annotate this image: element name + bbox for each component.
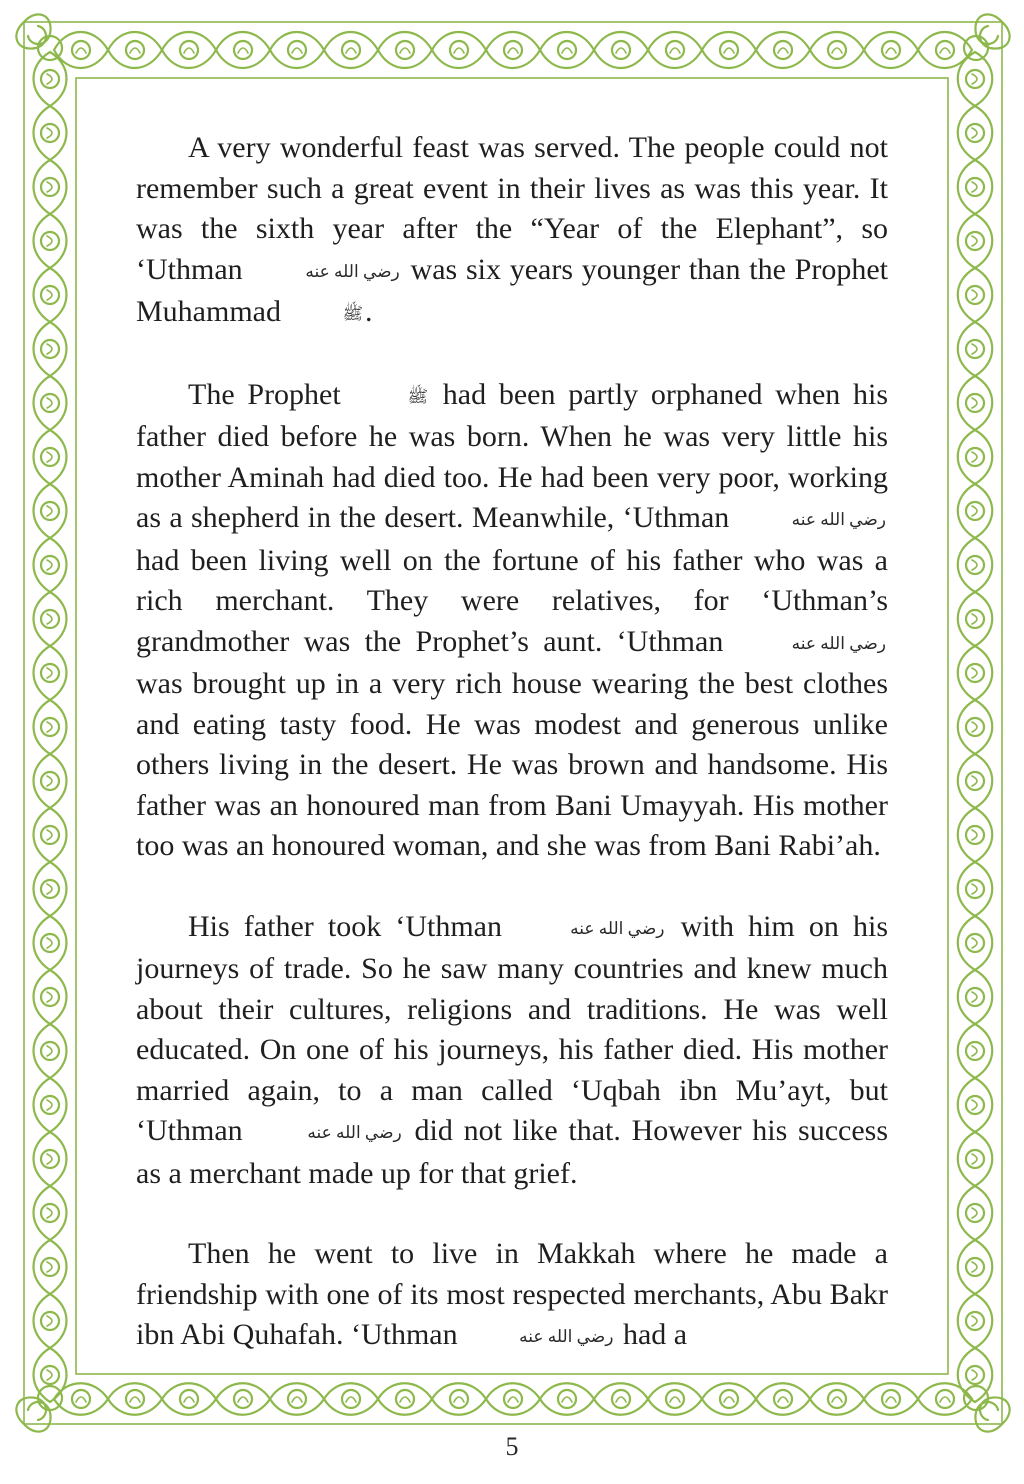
radiyallahu-anhu-icon: رضي الله عنه: [305, 261, 400, 281]
page-number: 5: [505, 1432, 519, 1461]
radiyallahu-anhu-icon: رضي الله عنه: [307, 1123, 402, 1142]
paragraph-3: His father took ‘Uthman رضي الله عنه with him on his journeys of trade. So he saw many countries and knew much about their cultures, religions and traditions. He was well educated. On one of his journeys, his father died. His mother married again, to a man called ‘Uqbah ibn Mu’ayt, but ‘Uthman رضي الله عنه did not like that. However his success as a merchant made up for that grief.: [136, 909, 889, 1190]
radiyallahu-anhu-icon: رضي الله عنه: [570, 918, 665, 938]
body-text: [136, 128, 888, 1358]
paragraph-4: Then he went to live in Makkah where he made a friendship with one of its most respected merchants, Abu Bakr ibn Abi Quhafah. ‘Uthman رضي الله عنه had a: [136, 1234, 888, 1358]
paragraph-1: A very wonderful feast was served. The people could not remember such a great event in their lives as was this year. It was the sixth year after the “Year of the Elephant”, so ‘Uthman رضي الله عنه was six years younger than the Prophet Muhammad ﷺ.: [136, 128, 888, 335]
salallahu-alayhi-wasallam-icon: ﷺ: [407, 386, 429, 406]
radiyallahu-anhu-icon: رضي الله عنه: [791, 633, 887, 653]
radiyallahu-anhu-icon: رضي الله عنه: [519, 1327, 614, 1346]
salallahu-alayhi-wasallam-icon: ﷺ: [342, 304, 364, 323]
radiyallahu-anhu-icon: رضي الله عنه: [791, 510, 886, 529]
paragraph-2: The Prophet ﷺ had been partly orphaned when his father died before he was born. When he was very little his mother Aminah had died too. He had been very poor, working as a shepherd in the desert. Meanwhile, ‘Uthman رضي الله عنه had been living well on the fortune of his father who was a rich merchant. They were relatives, for ‘Uthman’s grandmother was the Prophet’s aunt. ‘Uthman رضي الله عنه was brought up in a very rich house wearing the best clothes and eating tasty food. He was modest and generous unlike others living in the desert. He was brown and handsome. His father was an honoured man from Bani Umayyah. His mother too was an honoured woman, and she was from Bani Rabi’ah.: [136, 377, 889, 862]
